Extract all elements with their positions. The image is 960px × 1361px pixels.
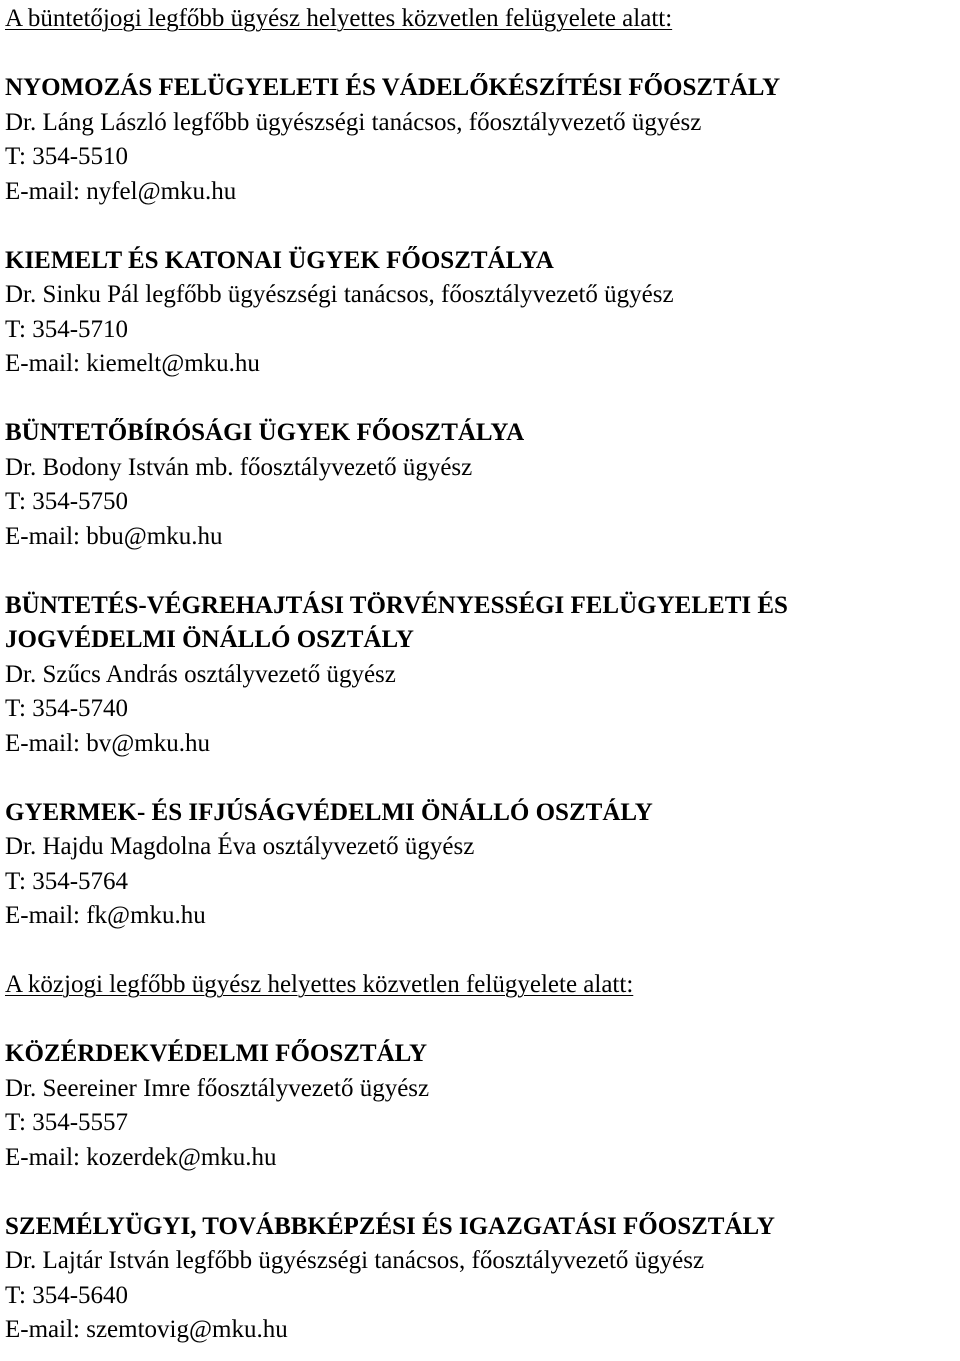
department-email: E-mail: fk@mku.hu	[5, 902, 206, 929]
department-block	[5, 589, 960, 762]
department-block	[5, 71, 960, 209]
spacer	[5, 37, 960, 72]
department-block	[5, 1037, 960, 1175]
department-email: E-mail: nyfel@mku.hu	[5, 177, 237, 205]
supervision-heading: A büntetőjogi legfőbb ügyész helyettes közvetlen felügyelete alatt:	[5, 5, 673, 32]
department-head: Dr. Hajdu Magdolna Éva osztályvezető ügyész	[5, 833, 475, 860]
department-name: NYOMOZÁS FELÜGYELETI ÉS VÁDELŐKÉSZÍTÉSI FŐOSZTÁLY	[5, 74, 781, 101]
spacer	[5, 1175, 960, 1210]
spacer	[5, 761, 960, 796]
department-email: E-mail: kiemelt@mku.hu	[5, 350, 260, 377]
department-head: Dr. Szűcs András osztályvezető ügyész	[5, 660, 396, 688]
department-phone: T: 354-5510	[5, 143, 129, 170]
spacer	[5, 934, 960, 969]
department-phone: T: 354-5764	[5, 867, 129, 895]
department-email: E-mail: kozerdek@mku.hu	[5, 1143, 277, 1171]
department-email: E-mail: szemtovig@mku.hu	[5, 1316, 288, 1343]
department-phone: T: 354-5710	[5, 315, 129, 343]
department-block	[5, 796, 960, 934]
department-head: Dr. Sinku Pál legfőbb ügyészségi tanácsos, főosztályvezető ügyész	[5, 281, 674, 308]
department-block	[5, 1210, 960, 1348]
department-block	[5, 244, 960, 382]
department-block	[5, 416, 960, 554]
department-name: KIEMELT ÉS KATONAI ÜGYEK FŐOSZTÁLYA	[5, 246, 554, 274]
department-name: BÜNTETÉS-VÉGREHAJTÁSI TÖRVÉNYESSÉGI FELÜGYELETI ÉS	[5, 591, 788, 619]
spacer	[5, 382, 960, 417]
department-head: Dr. Bodony István mb. főosztályvezető ügyész	[5, 453, 473, 481]
spacer	[5, 554, 960, 589]
department-email: E-mail: bbu@mku.hu	[5, 522, 223, 550]
department-name: KÖZÉRDEKVÉDELMI FŐOSZTÁLY	[5, 1040, 428, 1067]
department-email: E-mail: bv@mku.hu	[5, 729, 210, 757]
department-name: SZEMÉLYÜGYI, TOVÁBBKÉPZÉSI ÉS IGAZGATÁSI FŐOSZTÁLY	[5, 1212, 775, 1240]
department-head: Dr. Seereiner Imre főosztályvezető ügyész	[5, 1074, 430, 1102]
spacer	[5, 209, 960, 244]
department-phone: T: 354-5557	[5, 1109, 129, 1136]
department-phone: T: 354-5740	[5, 695, 129, 722]
department-name-line2: JOGVÉDELMI ÖNÁLLÓ OSZTÁLY	[5, 626, 414, 653]
spacer	[5, 1003, 960, 1038]
department-phone: T: 354-5750	[5, 488, 129, 515]
department-head: Dr. Láng László legfőbb ügyészségi tanácsos, főosztályvezető ügyész	[5, 108, 702, 136]
department-name: BÜNTETŐBÍRÓSÁGI ÜGYEK FŐOSZTÁLYA	[5, 419, 525, 446]
department-name: GYERMEK- ÉS IFJÚSÁGVÉDELMI ÖNÁLLÓ OSZTÁLY	[5, 798, 653, 826]
department-phone: T: 354-5640	[5, 1281, 129, 1309]
supervision-heading: A közjogi legfőbb ügyész helyettes közvetlen felügyelete alatt:	[5, 971, 634, 998]
department-head: Dr. Lajtár István legfőbb ügyészségi tanácsos, főosztályvezető ügyész	[5, 1247, 705, 1274]
